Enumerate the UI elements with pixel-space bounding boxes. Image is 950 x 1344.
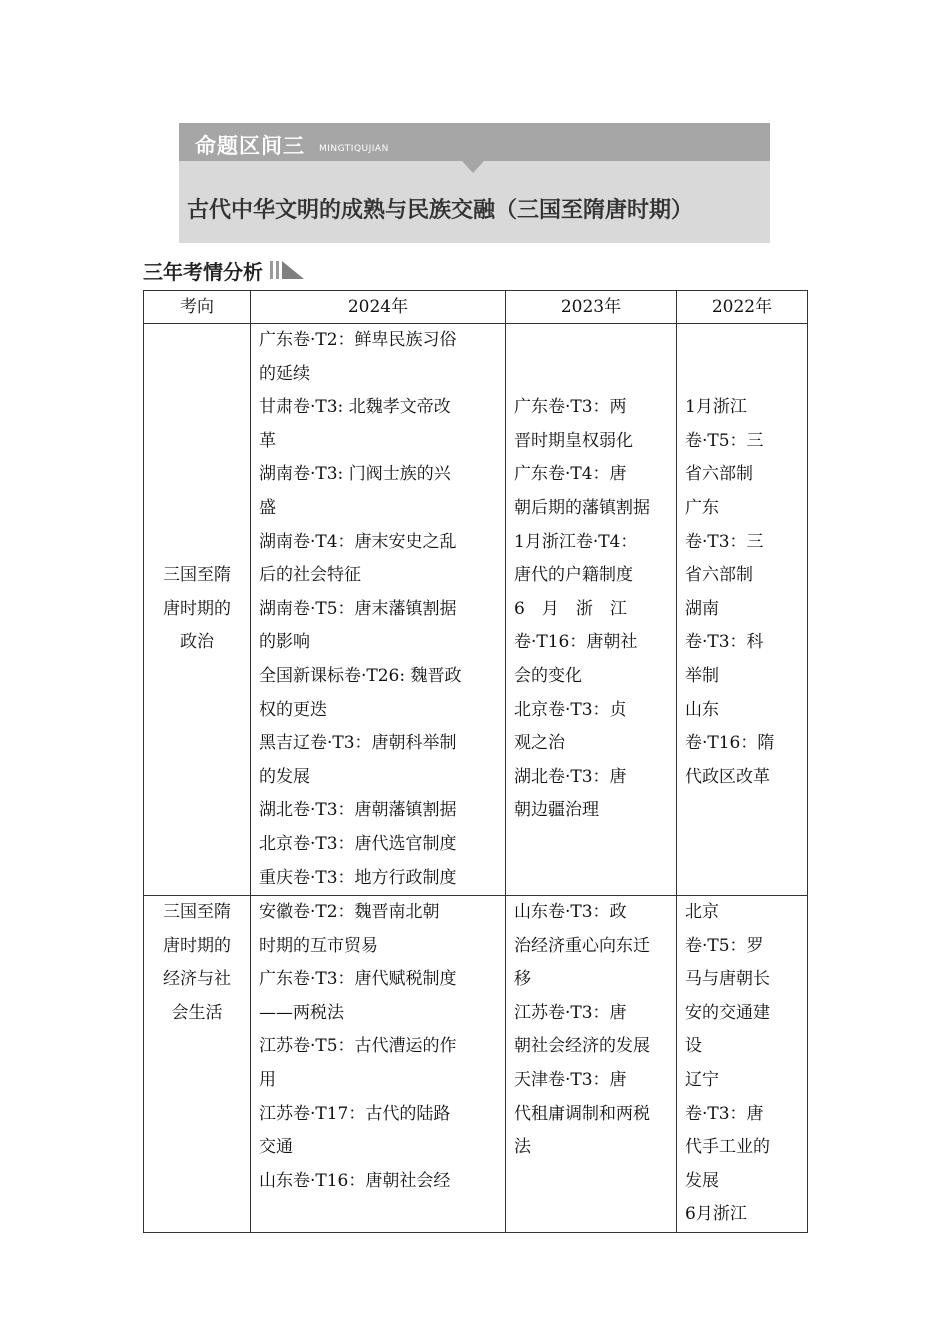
topic-cell bbox=[144, 324, 251, 896]
cell-line: 重庆卷·T3：地方行政制度 bbox=[259, 867, 457, 888]
cell-line: 广东卷·T2：鲜卑民族习俗 bbox=[259, 330, 457, 350]
cell-line: 1月浙江 bbox=[685, 397, 747, 418]
cell-line: 代手工业的 bbox=[685, 1137, 770, 1158]
cell-line: 黑吉辽卷·T3：唐朝科举制 bbox=[259, 733, 457, 754]
cell-line: 广东 bbox=[685, 497, 719, 518]
cell-line: 江苏卷·T3：唐 bbox=[514, 1002, 627, 1023]
cell-line: ——两税法 bbox=[259, 1002, 344, 1023]
cell-line: 安的交通建 bbox=[685, 1002, 770, 1023]
cell-line: 1月浙江卷·T4： bbox=[514, 531, 638, 552]
banner-arrow-icon bbox=[462, 161, 484, 173]
header-2023: 2023年 bbox=[506, 291, 677, 324]
cell-line: 6 月 浙 江 bbox=[514, 598, 627, 619]
cell-line: 北京卷·T3：唐代选官制度 bbox=[259, 833, 457, 854]
cell-line: 的影响 bbox=[259, 632, 310, 653]
cell-line: 法 bbox=[514, 1137, 531, 1158]
cell-line: 全国新课标卷·T26: 魏晋政 bbox=[259, 665, 462, 686]
cell-line: 广东卷·T3：唐代赋税制度 bbox=[259, 969, 457, 990]
cell-line: 的延续 bbox=[259, 363, 310, 384]
cell-line: 唐时期的 bbox=[163, 598, 231, 619]
cell-line: 卷·T5：三 bbox=[685, 430, 764, 451]
cell-line: 后的社会特征 bbox=[259, 565, 361, 586]
cell-line: 卷·T3：三 bbox=[685, 531, 764, 552]
cell-line: 移 bbox=[514, 969, 531, 990]
banner-label: 命题区间三 bbox=[195, 134, 305, 158]
table-row bbox=[144, 896, 808, 1233]
cell-line: 广东卷·T3：两 bbox=[514, 397, 627, 418]
banner-sublabel: MINGTIQUJIAN bbox=[319, 144, 389, 154]
cell-2024 bbox=[251, 896, 506, 1233]
table-row bbox=[144, 324, 808, 896]
cell-line: 观之治 bbox=[514, 733, 565, 754]
section-deco-icon bbox=[269, 259, 305, 281]
cell-line: 卷·T3：唐 bbox=[685, 1103, 764, 1124]
cell-line: 朝后期的藩镇割据 bbox=[514, 497, 650, 518]
cell-line: 江苏卷·T17：古代的陆路 bbox=[259, 1103, 451, 1124]
cell-line: 举制 bbox=[685, 665, 719, 686]
cell-line: 山东卷·T16：唐朝社会经 bbox=[259, 1170, 451, 1191]
spacer bbox=[685, 358, 799, 392]
cell-line: 经济与社 bbox=[163, 969, 231, 990]
cell-line: 时期的互市贸易 bbox=[259, 935, 378, 956]
cell-line: 卷·T16：隋 bbox=[685, 733, 775, 754]
cell-line: 甘肃卷·T3: 北魏孝文帝改 bbox=[259, 397, 451, 418]
section-title: 三年考情分析 bbox=[143, 259, 263, 284]
cell-line: 晋时期皇权弱化 bbox=[514, 430, 633, 451]
cell-line: 山东卷·T3：政 bbox=[514, 902, 627, 923]
title-banner bbox=[179, 123, 770, 243]
spacer bbox=[514, 358, 668, 392]
cell-line: 省六部制 bbox=[685, 464, 753, 485]
cell-line: 政治 bbox=[180, 632, 214, 653]
cell-line: 代政区改革 bbox=[685, 766, 770, 787]
cell-line: 交通 bbox=[259, 1137, 293, 1158]
header-topic: 考向 bbox=[144, 291, 251, 324]
cell-line: 北京卷·T3：贞 bbox=[514, 699, 627, 720]
cell-2023 bbox=[506, 324, 677, 896]
cell-line: 唐代的户籍制度 bbox=[514, 565, 633, 586]
cell-line: 卷·T3：科 bbox=[685, 632, 764, 653]
cell-line: 湖南 bbox=[685, 598, 719, 619]
topic-cell bbox=[144, 896, 251, 1233]
cell-line: 革 bbox=[259, 430, 276, 451]
cell-line: 江苏卷·T5：古代漕运的作 bbox=[259, 1036, 457, 1057]
cell-line: 卷·T5：罗 bbox=[685, 935, 764, 956]
cell-line: 设 bbox=[685, 1036, 702, 1057]
header-2022: 2022年 bbox=[677, 291, 808, 324]
page-title: 古代中华文明的成熟与民族交融（三国至隋唐时期） bbox=[187, 198, 694, 223]
cell-2022 bbox=[677, 324, 808, 896]
cell-line: 的发展 bbox=[259, 766, 310, 787]
section-heading bbox=[143, 256, 305, 284]
cell-line: 三国至隋 bbox=[163, 902, 231, 923]
cell-line: 湖北卷·T3：唐朝藩镇割据 bbox=[259, 800, 457, 821]
cell-line: 天津卷·T3：唐 bbox=[514, 1070, 627, 1091]
cell-line: 治经济重心向东迁 bbox=[514, 935, 650, 956]
table-header-row bbox=[144, 291, 808, 324]
cell-line: 卷·T16：唐朝社 bbox=[514, 632, 638, 653]
cell-line: 山东 bbox=[685, 699, 719, 720]
cell-line: 6月浙江 bbox=[685, 1204, 747, 1225]
cell-line: 湖南卷·T4：唐末安史之乱 bbox=[259, 531, 457, 552]
cell-line: 安徽卷·T2：魏晋南北朝 bbox=[259, 902, 440, 923]
cell-line: 省六部制 bbox=[685, 565, 753, 586]
exam-analysis-table bbox=[143, 290, 808, 1233]
cell-line: 朝社会经济的发展 bbox=[514, 1036, 650, 1057]
cell-2022 bbox=[677, 896, 808, 1233]
cell-line: 用 bbox=[259, 1070, 276, 1091]
cell-line: 湖南卷·T3: 门阀士族的兴 bbox=[259, 464, 451, 485]
cell-line: 辽宁 bbox=[685, 1070, 719, 1091]
header-2024: 2024年 bbox=[251, 291, 506, 324]
cell-line: 马与唐朝长 bbox=[685, 969, 770, 990]
spacer bbox=[685, 324, 799, 358]
cell-line: 唐时期的 bbox=[163, 935, 231, 956]
cell-line: 代租庸调制和两税 bbox=[514, 1103, 650, 1124]
cell-line: 盛 bbox=[259, 497, 276, 518]
cell-line: 会的变化 bbox=[514, 665, 582, 686]
cell-line: 湖南卷·T5：唐末藩镇割据 bbox=[259, 598, 457, 619]
cell-line: 湖北卷·T3：唐 bbox=[514, 766, 627, 787]
spacer bbox=[514, 324, 668, 358]
cell-line: 会生活 bbox=[171, 1002, 223, 1023]
cell-line: 权的更迭 bbox=[259, 699, 327, 720]
cell-line: 北京 bbox=[685, 902, 719, 923]
cell-line: 广东卷·T4：唐 bbox=[514, 464, 627, 485]
cell-line: 朝边疆治理 bbox=[514, 800, 599, 821]
cell-line: 三国至隋 bbox=[163, 565, 231, 586]
cell-2023 bbox=[506, 896, 677, 1233]
cell-line: 发展 bbox=[685, 1170, 719, 1191]
cell-2024 bbox=[251, 324, 506, 896]
